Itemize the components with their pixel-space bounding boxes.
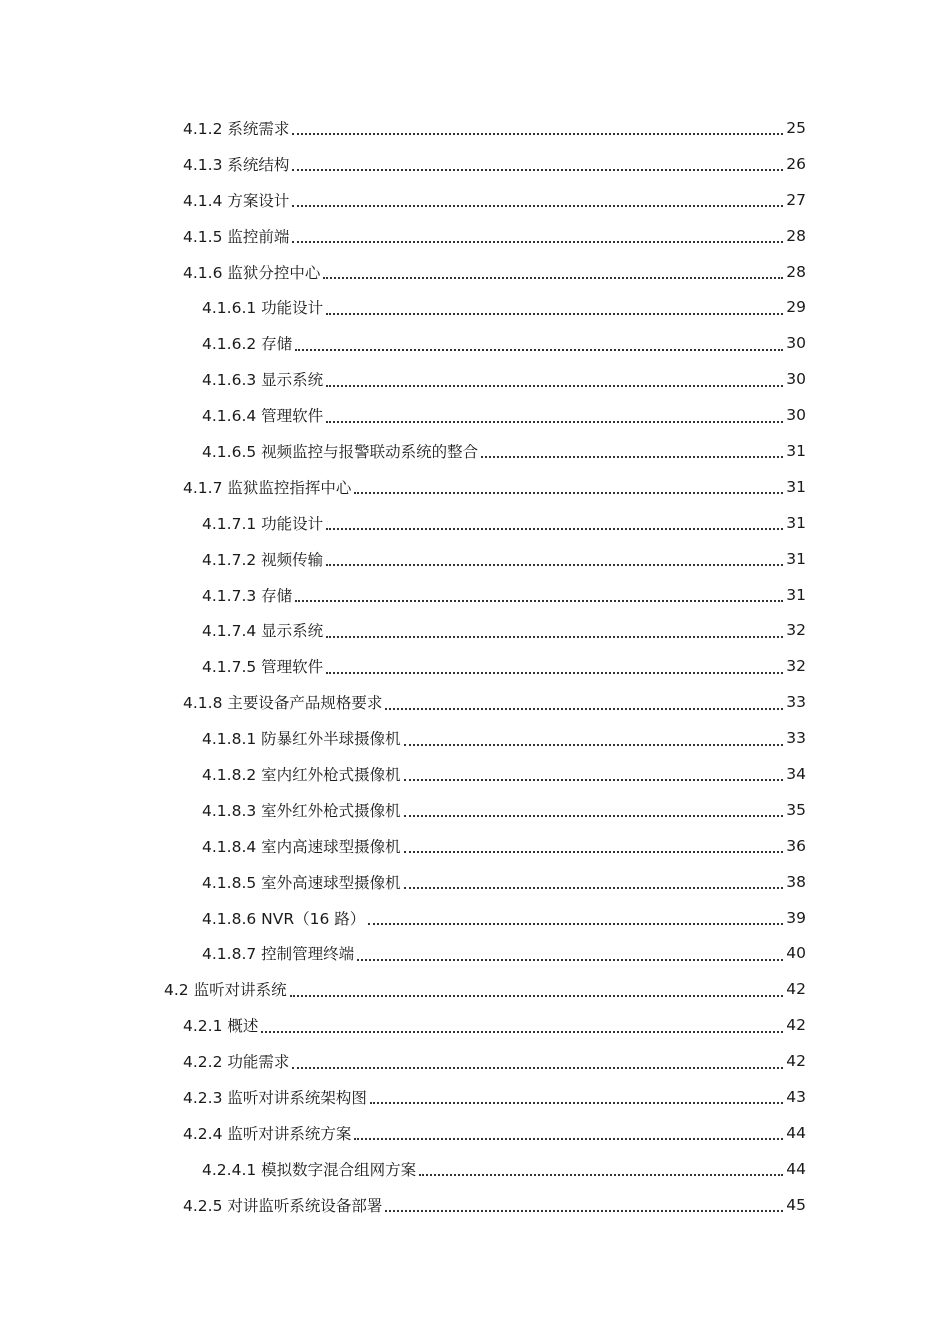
- toc-entry[interactable]: [0, 325, 950, 361]
- toc-entry-title: 4.1.3 系统结构: [183, 153, 290, 175]
- toc-entry-title: 4.2.2 功能需求: [183, 1050, 290, 1072]
- toc-entry-title: 4.1.6 监狱分控中心: [183, 261, 321, 283]
- toc-entry[interactable]: [0, 182, 950, 218]
- toc-entry-title: 4.2.1 概述: [183, 1014, 259, 1036]
- toc-dot-leader: [292, 204, 783, 207]
- toc-entry-page-number: 31: [786, 585, 806, 604]
- toc-entry[interactable]: [0, 828, 950, 864]
- toc-entry-page-number: 34: [786, 764, 806, 783]
- toc-entry-title: 4.2.4.1 模拟数字混合组网方案: [202, 1158, 417, 1180]
- toc-entry[interactable]: [0, 110, 950, 146]
- toc-entry-title: 4.1.8.2 室内红外枪式摄像机: [202, 763, 402, 785]
- toc-entry-page-number: 31: [786, 477, 806, 496]
- toc-entry-title: 4.1.6.5 视频监控与报警联动系统的整合: [202, 440, 479, 462]
- toc-entry-title: 4.1.8.1 防暴红外半球摄像机: [202, 727, 402, 749]
- toc-dot-leader: [404, 814, 783, 817]
- toc-entry-page-number: 28: [786, 226, 806, 245]
- toc-entry-page-number: 45: [786, 1195, 806, 1214]
- toc-entry-page-number: 40: [786, 944, 806, 963]
- toc-entry-page-number: 36: [786, 836, 806, 855]
- toc-dot-leader: [370, 1101, 783, 1104]
- toc-dot-leader: [326, 312, 783, 315]
- toc-entry-page-number: 31: [786, 549, 806, 568]
- toc-entry-title: 4.1.8.5 室外高速球型摄像机: [202, 871, 402, 893]
- toc-entry[interactable]: [0, 684, 950, 720]
- toc-dot-leader: [354, 491, 783, 494]
- toc-entry-page-number: 25: [786, 118, 806, 137]
- toc-entry-page-number: 35: [786, 800, 806, 819]
- toc-entry[interactable]: [0, 1151, 950, 1187]
- toc-entry[interactable]: [0, 541, 950, 577]
- toc-entry-page-number: 31: [786, 441, 806, 460]
- toc-entry-page-number: 26: [786, 154, 806, 173]
- toc-entry-title: 4.1.8.4 室内高速球型摄像机: [202, 835, 402, 857]
- toc-entry-title: 4.1.5 监控前端: [183, 225, 290, 247]
- toc-entry-page-number: 32: [786, 657, 806, 676]
- toc-dot-leader: [295, 348, 783, 351]
- toc-entry-title: 4.1.7 监狱监控指挥中心: [183, 476, 352, 498]
- toc-dot-leader: [404, 850, 783, 853]
- toc-entry[interactable]: [0, 289, 950, 325]
- toc-entry-title: 4.1.7.2 视频传输: [202, 548, 324, 570]
- toc-entry-title: 4.1.4 方案设计: [183, 189, 290, 211]
- toc-entry[interactable]: [0, 1187, 950, 1223]
- toc-entry-page-number: 32: [786, 621, 806, 640]
- toc-dot-leader: [404, 743, 783, 746]
- toc-entry-page-number: 27: [786, 190, 806, 209]
- toc-dot-leader: [292, 168, 783, 171]
- toc-dot-leader: [385, 1209, 783, 1212]
- toc-entry-page-number: 39: [786, 908, 806, 927]
- toc-entry-title: 4.1.6.4 管理软件: [202, 404, 324, 426]
- toc-entry-title: 4.2.3 监听对讲系统架构图: [183, 1086, 368, 1108]
- toc-entry[interactable]: [0, 900, 950, 936]
- toc-dot-leader: [261, 1030, 783, 1033]
- toc-dot-leader: [404, 778, 783, 781]
- toc-entry[interactable]: [0, 433, 950, 469]
- toc-dot-leader: [323, 276, 783, 279]
- toc-dot-leader: [295, 599, 783, 602]
- toc-dot-leader: [326, 563, 783, 566]
- toc-entry-title: 4.1.7.4 显示系统: [202, 619, 324, 641]
- toc-entry[interactable]: [0, 1079, 950, 1115]
- toc-entry-page-number: 33: [786, 693, 806, 712]
- toc-dot-leader: [481, 455, 783, 458]
- toc-dot-leader: [292, 1066, 783, 1069]
- toc-entry-title: 4.1.8.6 NVR（16 路）: [202, 907, 366, 929]
- toc-dot-leader: [368, 922, 783, 925]
- toc-dot-leader: [292, 132, 783, 135]
- toc-entry[interactable]: [0, 505, 950, 541]
- toc-entry[interactable]: [0, 612, 950, 648]
- toc-dot-leader: [354, 1137, 783, 1140]
- toc-entry-page-number: 44: [786, 1123, 806, 1142]
- toc-entry-title: 4.1.8.3 室外红外枪式摄像机: [202, 799, 402, 821]
- toc-dot-leader: [385, 707, 783, 710]
- toc-entry[interactable]: [0, 864, 950, 900]
- toc-entry[interactable]: [0, 218, 950, 254]
- toc-entry-title: 4.2 监听对讲系统: [164, 978, 288, 1000]
- toc-dot-leader: [326, 420, 783, 423]
- toc-entry[interactable]: [0, 792, 950, 828]
- toc-entry-page-number: 33: [786, 729, 806, 748]
- toc-entry-page-number: 29: [786, 298, 806, 317]
- toc-entry-page-number: 42: [786, 980, 806, 999]
- toc-entry-title: 4.2.5 对讲监听系统设备部署: [183, 1194, 383, 1216]
- toc-entry-title: 4.1.6.2 存储: [202, 332, 293, 354]
- toc-dot-leader: [357, 958, 783, 961]
- toc-entry-page-number: 30: [786, 334, 806, 353]
- toc-entry[interactable]: [0, 577, 950, 613]
- toc-entry[interactable]: [0, 469, 950, 505]
- toc-entry[interactable]: [0, 1115, 950, 1151]
- toc-entry[interactable]: [0, 756, 950, 792]
- toc-dot-leader: [404, 886, 783, 889]
- toc-dot-leader: [326, 527, 783, 530]
- toc-entry-page-number: 30: [786, 370, 806, 389]
- toc-dot-leader: [290, 994, 783, 997]
- toc-entry[interactable]: [0, 935, 950, 971]
- toc-entry-page-number: 38: [786, 872, 806, 891]
- toc-entry-title: 4.1.6.1 功能设计: [202, 296, 324, 318]
- toc-entry-title: 4.2.4 监听对讲系统方案: [183, 1122, 352, 1144]
- toc-entry-title: 4.1.7.5 管理软件: [202, 655, 324, 677]
- toc-entry[interactable]: [0, 397, 950, 433]
- toc-entry-page-number: 31: [786, 513, 806, 532]
- table-of-contents: [0, 110, 950, 1223]
- toc-entry[interactable]: [0, 146, 950, 182]
- toc-entry-title: 4.1.6.3 显示系统: [202, 368, 324, 390]
- toc-entry[interactable]: [0, 648, 950, 684]
- toc-entry[interactable]: [0, 720, 950, 756]
- toc-entry-page-number: 42: [786, 1016, 806, 1035]
- toc-entry-title: 4.1.7.1 功能设计: [202, 512, 324, 534]
- toc-entry-page-number: 30: [786, 406, 806, 425]
- toc-dot-leader: [326, 384, 783, 387]
- toc-entry-page-number: 43: [786, 1087, 806, 1106]
- toc-entry-page-number: 42: [786, 1052, 806, 1071]
- toc-entry[interactable]: [0, 254, 950, 290]
- toc-entry-title: 4.1.2 系统需求: [183, 117, 290, 139]
- toc-dot-leader: [419, 1173, 783, 1176]
- toc-entry[interactable]: [0, 971, 950, 1007]
- toc-entry-page-number: 44: [786, 1159, 806, 1178]
- toc-entry-title: 4.1.7.3 存储: [202, 584, 293, 606]
- toc-dot-leader: [326, 635, 783, 638]
- toc-dot-leader: [292, 240, 783, 243]
- toc-entry[interactable]: [0, 1007, 950, 1043]
- toc-entry-title: 4.1.8 主要设备产品规格要求: [183, 691, 383, 713]
- toc-entry[interactable]: [0, 361, 950, 397]
- toc-entry[interactable]: [0, 1043, 950, 1079]
- toc-entry-page-number: 28: [786, 262, 806, 281]
- toc-dot-leader: [326, 671, 783, 674]
- toc-entry-title: 4.1.8.7 控制管理终端: [202, 942, 355, 964]
